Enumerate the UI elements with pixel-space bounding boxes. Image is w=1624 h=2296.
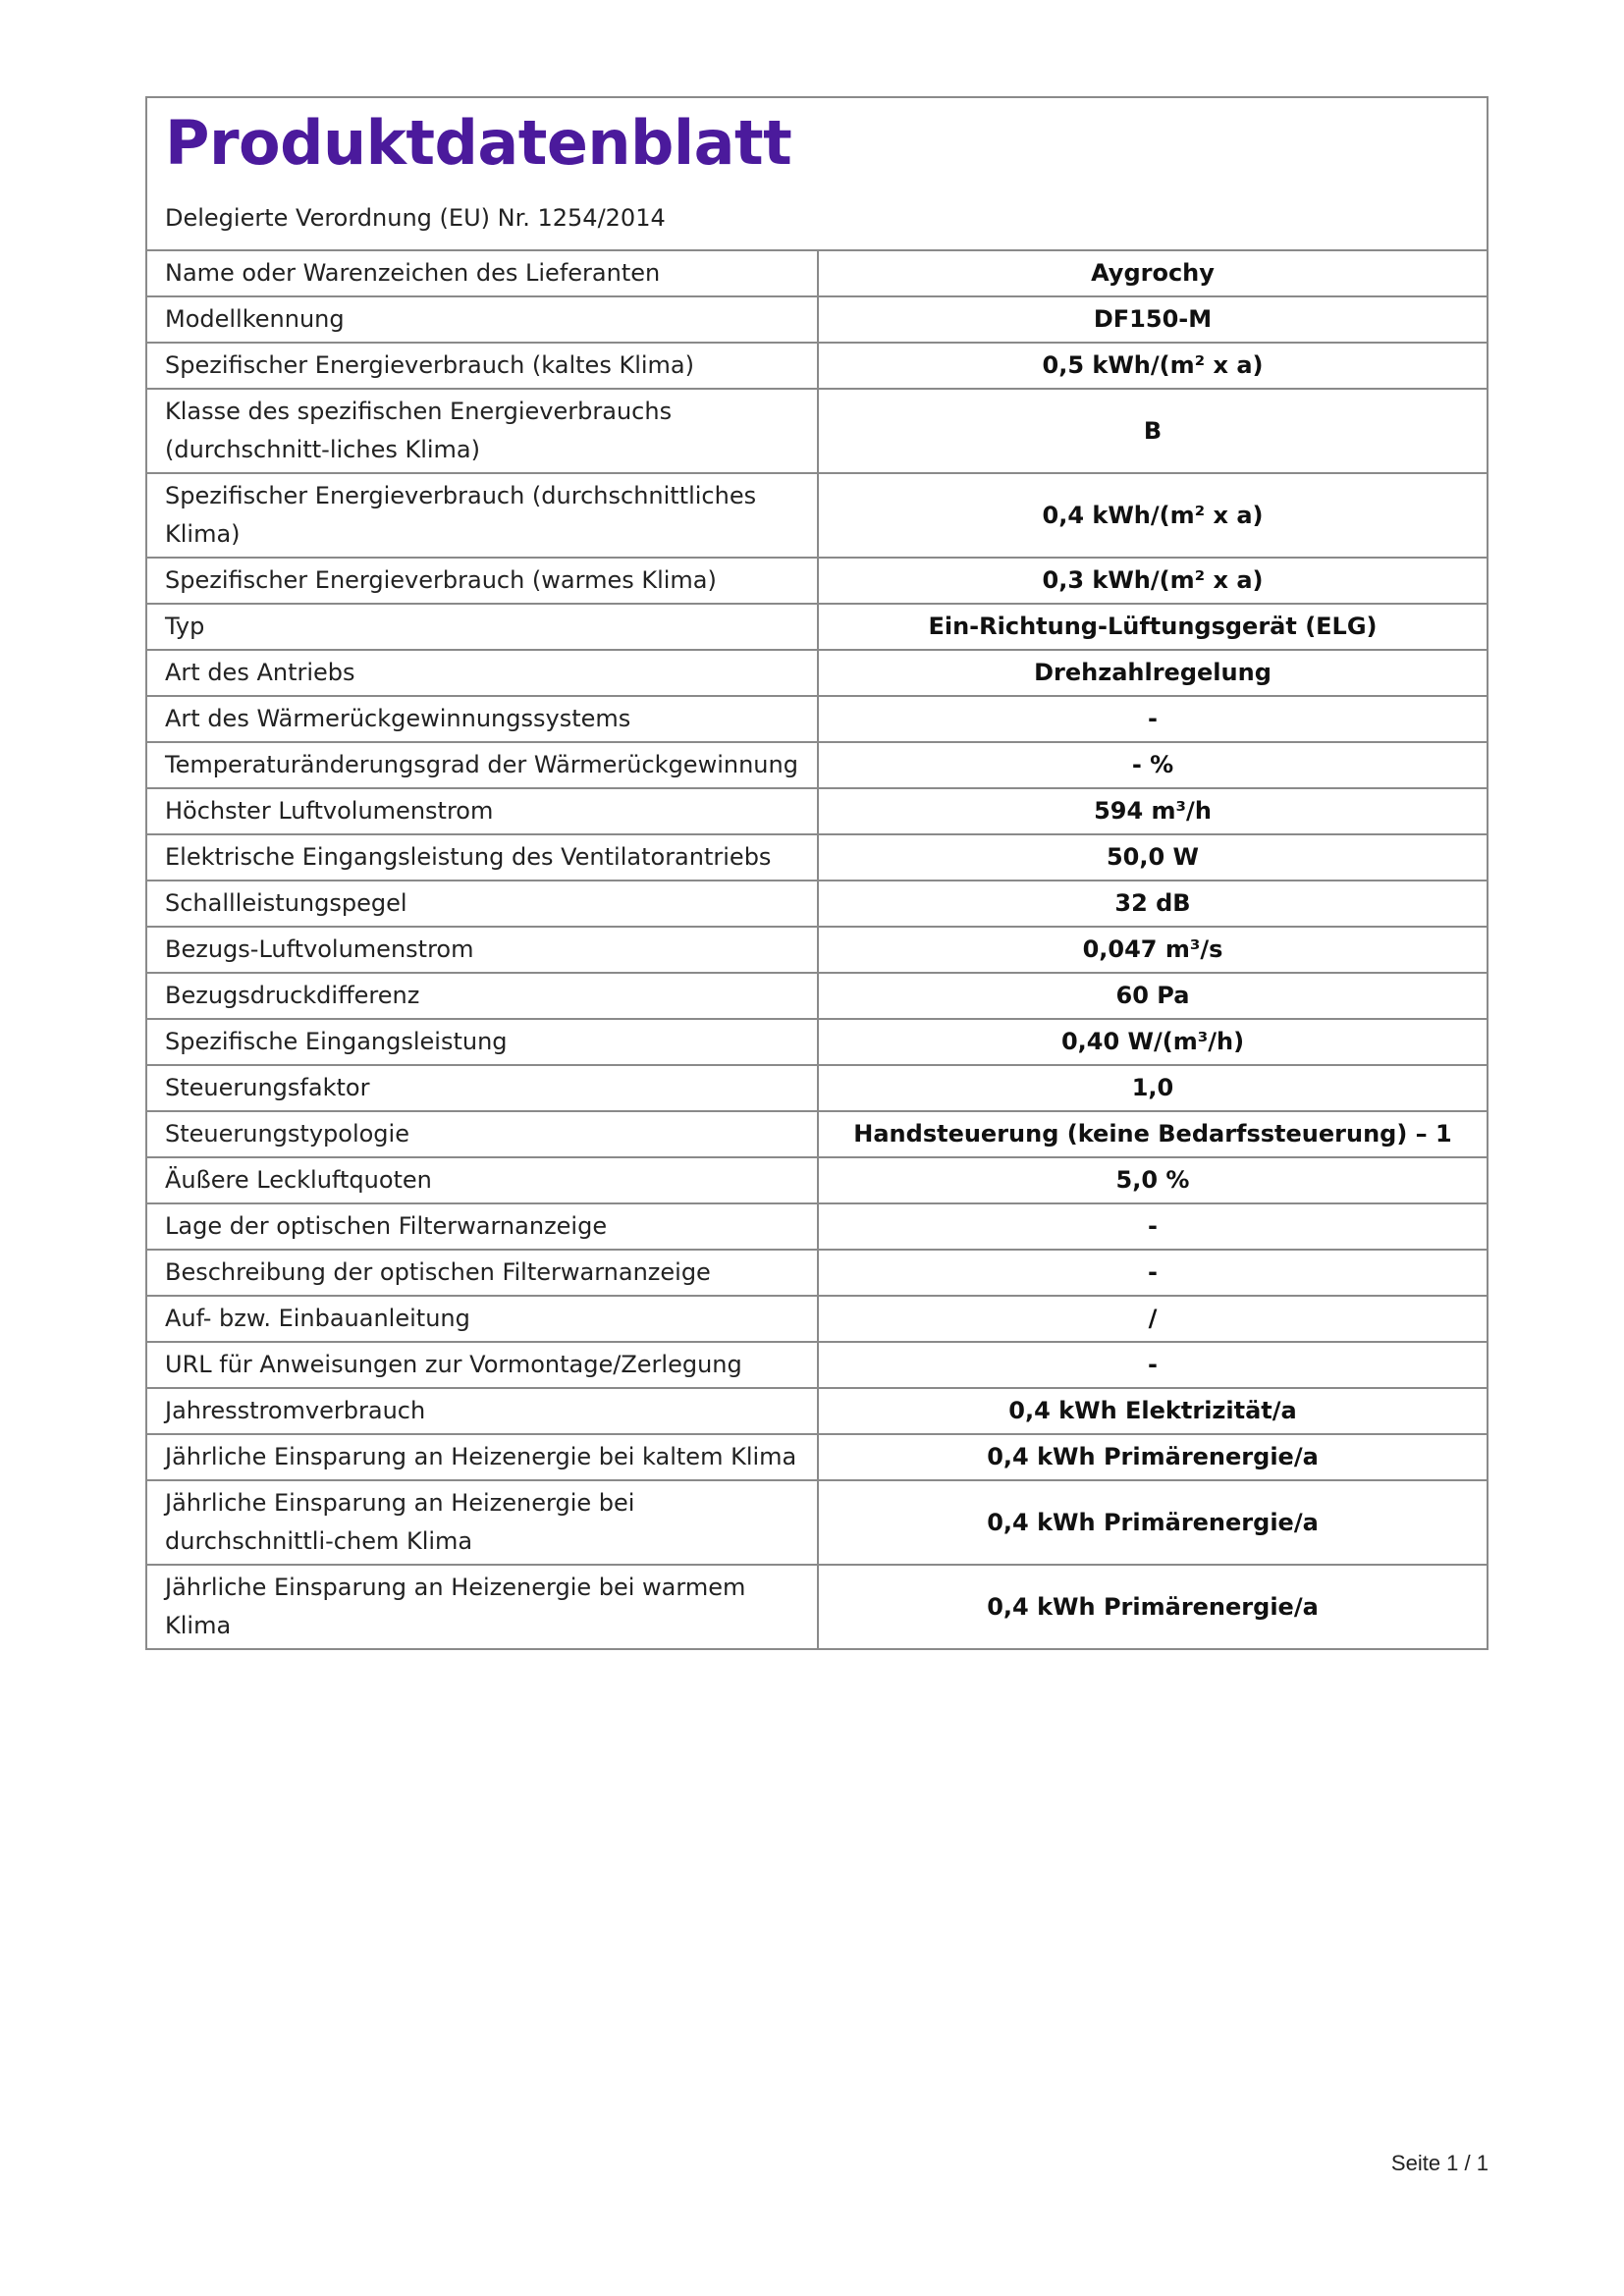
table-row — [147, 973, 1487, 1019]
product-data-sheet — [145, 96, 1489, 1650]
row-label: Jährliche Einsparung an Heizenergie bei durchschnittli-chem Klima — [147, 1480, 818, 1565]
product-data-table — [147, 251, 1487, 1648]
row-value: 0,047 m³/s — [818, 927, 1487, 973]
row-value: 32 dB — [818, 881, 1487, 927]
table-row — [147, 251, 1487, 296]
row-value: / — [818, 1296, 1487, 1342]
row-label: Typ — [147, 604, 818, 650]
row-value: 0,4 kWh Elektrizität/a — [818, 1388, 1487, 1434]
row-label: Modellkennung — [147, 296, 818, 343]
row-label: Name oder Warenzeichen des Lieferanten — [147, 251, 818, 296]
row-label: Jahresstromverbrauch — [147, 1388, 818, 1434]
table-row — [147, 296, 1487, 343]
row-label: Spezifischer Energieverbrauch (warmes Klima) — [147, 558, 818, 604]
row-label: Elektrische Eingangsleistung des Ventilatorantriebs — [147, 834, 818, 881]
row-label: URL für Anweisungen zur Vormontage/Zerlegung — [147, 1342, 818, 1388]
table-row — [147, 1342, 1487, 1388]
row-value: Handsteuerung (keine Bedarfssteuerung) – 1 — [818, 1111, 1487, 1157]
row-label: Äußere Leckluftquoten — [147, 1157, 818, 1203]
table-row — [147, 558, 1487, 604]
table-row — [147, 1111, 1487, 1157]
row-value: DF150-M — [818, 296, 1487, 343]
row-value: - — [818, 1342, 1487, 1388]
table-row — [147, 1480, 1487, 1565]
row-label: Spezifische Eingangsleistung — [147, 1019, 818, 1065]
row-label: Jährliche Einsparung an Heizenergie bei kaltem Klima — [147, 1434, 818, 1480]
row-value: Aygrochy — [818, 251, 1487, 296]
row-label: Temperaturänderungsgrad der Wärmerückgewinnung — [147, 742, 818, 788]
row-label: Jährliche Einsparung an Heizenergie bei warmem Klima — [147, 1565, 818, 1648]
row-value: 0,4 kWh Primärenergie/a — [818, 1480, 1487, 1565]
table-row — [147, 473, 1487, 558]
row-value: - — [818, 696, 1487, 742]
table-row — [147, 1250, 1487, 1296]
row-value: Ein-Richtung-Lüftungsgerät (ELG) — [818, 604, 1487, 650]
table-row — [147, 1434, 1487, 1480]
table-row — [147, 696, 1487, 742]
regulation-subtitle: Delegierte Verordnung (EU) Nr. 1254/2014 — [165, 204, 666, 232]
row-value: 0,5 kWh/(m² x a) — [818, 343, 1487, 389]
sheet-header — [147, 98, 1487, 251]
row-value: 5,0 % — [818, 1157, 1487, 1203]
row-value: 0,4 kWh Primärenergie/a — [818, 1434, 1487, 1480]
row-value: 0,3 kWh/(m² x a) — [818, 558, 1487, 604]
row-value: 594 m³/h — [818, 788, 1487, 834]
table-row — [147, 1019, 1487, 1065]
table-row — [147, 389, 1487, 473]
row-label: Bezugsdruckdifferenz — [147, 973, 818, 1019]
table-row — [147, 1203, 1487, 1250]
row-label: Auf- bzw. Einbauanleitung — [147, 1296, 818, 1342]
table-row — [147, 1565, 1487, 1648]
row-label: Klasse des spezifischen Energieverbrauchs (durchschnitt-liches Klima) — [147, 389, 818, 473]
row-value: 0,4 kWh Primärenergie/a — [987, 1592, 1319, 1621]
table-row — [147, 742, 1487, 788]
row-value: 1,0 — [818, 1065, 1487, 1111]
row-value: - % — [818, 742, 1487, 788]
row-value: - — [818, 1250, 1487, 1296]
row-value: 0,40 W/(m³/h) — [818, 1019, 1487, 1065]
table-row — [147, 343, 1487, 389]
table-row — [147, 788, 1487, 834]
row-label: Spezifischer Energieverbrauch (kaltes Klima) — [147, 343, 818, 389]
row-label: Steuerungsfaktor — [147, 1065, 818, 1111]
row-label: Steuerungstypologie — [147, 1111, 818, 1157]
row-label: Spezifischer Energieverbrauch (durchschnittliches Klima) — [147, 473, 818, 558]
table-row — [147, 1157, 1487, 1203]
table-row — [147, 1065, 1487, 1111]
row-label: Lage der optischen Filterwarnanzeige — [147, 1203, 818, 1250]
table-row — [147, 927, 1487, 973]
table-row — [147, 1388, 1487, 1434]
table-row — [147, 650, 1487, 696]
row-label: Schallleistungspegel — [147, 881, 818, 927]
page-number: Seite 1 / 1 — [1390, 2151, 1489, 2175]
row-value: 0,4 kWh/(m² x a) — [818, 473, 1487, 558]
row-value: B — [818, 389, 1487, 473]
row-value: - — [818, 1203, 1487, 1250]
table-row — [147, 834, 1487, 881]
page-title: Produktdatenblatt — [165, 107, 792, 179]
row-value: 60 Pa — [818, 973, 1487, 1019]
row-label: Beschreibung der optischen Filterwarnanzeige — [147, 1250, 818, 1296]
row-label: Art des Wärmerückgewinnungssystems — [147, 696, 818, 742]
table-row — [147, 1296, 1487, 1342]
row-label: Bezugs-Luftvolumenstrom — [147, 927, 818, 973]
row-label: Höchster Luftvolumenstrom — [147, 788, 818, 834]
row-label: Art des Antriebs — [147, 650, 818, 696]
row-value: Drehzahlregelung — [818, 650, 1487, 696]
row-value: 50,0 W — [818, 834, 1487, 881]
table-row — [147, 881, 1487, 927]
table-row — [147, 604, 1487, 650]
